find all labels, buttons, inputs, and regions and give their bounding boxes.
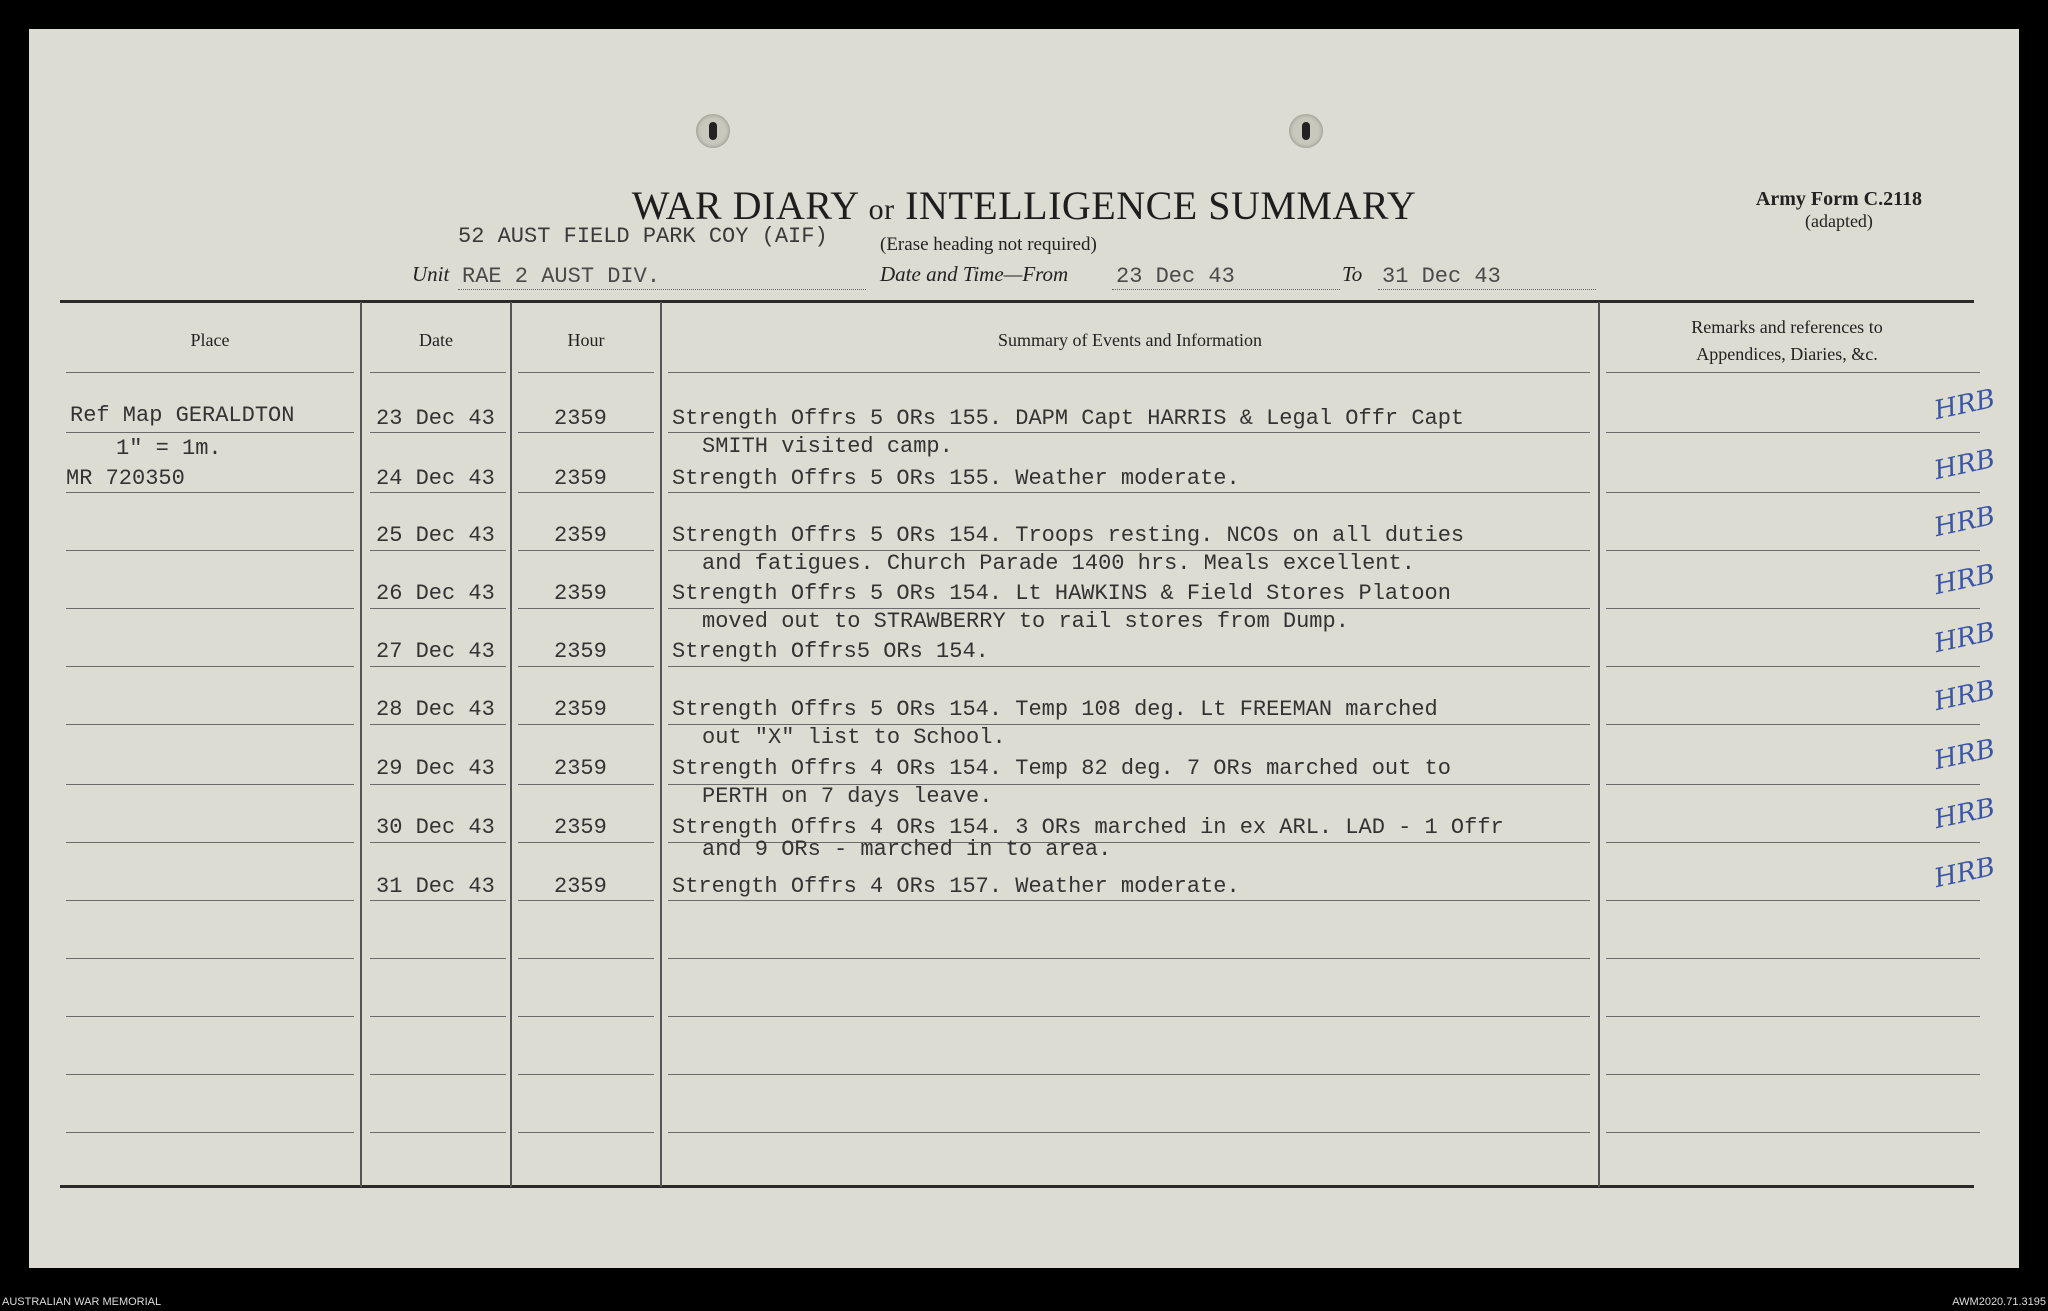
ruled-line (66, 666, 354, 667)
ruled-line (1606, 550, 1980, 551)
ruled-line (66, 842, 354, 843)
ruled-line (1606, 372, 1980, 373)
entry-summary-line-1: Strength Offrs 4 ORs 157. Weather moderate. (672, 874, 1240, 899)
ruled-line (668, 372, 1590, 373)
handwritten-initials: HRB (1931, 674, 1998, 718)
ruled-line (370, 1016, 506, 1017)
entry-hour: 2359 (554, 815, 607, 840)
ruled-line (668, 1016, 1590, 1017)
ruled-line (66, 492, 354, 493)
page-title (0, 182, 2048, 229)
ruled-line (1606, 1074, 1980, 1075)
handwritten-initials: HRB (1931, 558, 1998, 602)
punch-hole-left (696, 114, 730, 148)
handwritten-initials: HRB (1931, 733, 1998, 777)
ruled-line (518, 432, 654, 433)
ruled-line (518, 1016, 654, 1017)
ruled-line (518, 1132, 654, 1133)
entry-date: 26 Dec 43 (376, 581, 495, 606)
ruled-line (668, 900, 1590, 901)
ruled-line (370, 666, 506, 667)
ruled-line (1606, 784, 1980, 785)
column-header-summary: Summary of Events and Information (998, 330, 1262, 350)
column-header-place: Place (190, 330, 230, 350)
ruled-line (66, 608, 354, 609)
entry-summary-line-1: Strength Offrs 5 ORs 155. Weather moderate. (672, 466, 1240, 491)
entry-date: 31 Dec 43 (376, 874, 495, 899)
handwritten-initials: HRB (1931, 616, 1998, 660)
army-form-number (1756, 188, 1922, 232)
remarks-header-line-2: Appendices, Diaries, &c. (1696, 344, 1878, 364)
ruled-line (66, 372, 354, 373)
entry-hour: 2359 (554, 639, 607, 664)
entry-summary-line-1: Strength Offrs 5 ORs 154. Troops resting. NCOs on all duties (672, 523, 1465, 548)
handwritten-initials: HRB (1931, 792, 1998, 836)
ruled-line (66, 784, 354, 785)
place-map-reference: Ref Map GERALDTON (70, 403, 295, 428)
ruled-line (668, 492, 1590, 493)
ruled-line (66, 724, 354, 725)
unit-value: RAE 2 AUST DIV. (458, 264, 866, 290)
ruled-line (1606, 1132, 1980, 1133)
column-divider (360, 302, 362, 1187)
entry-summary-line-2: out "X" list to School. (702, 725, 1006, 750)
entry-summary-line-2: PERTH on 7 days leave. (702, 784, 993, 809)
column-header-hour: Hour (567, 330, 605, 350)
ruled-line (668, 958, 1590, 959)
entry-summary-line-1: Strength Offrs 4 ORs 154. Temp 82 deg. 7 ORs marched out to (672, 756, 1451, 781)
remarks-header-line-1: Remarks and references to (1691, 317, 1883, 337)
place-map-coordinates: MR 720350 (66, 466, 185, 491)
entry-summary-line-1: Strength Offrs 5 ORs 154. Lt HAWKINS & Field Stores Platoon (672, 581, 1451, 606)
ruled-line (1606, 1016, 1980, 1017)
footer-source: AUSTRALIAN WAR MEMORIAL (2, 1296, 162, 1308)
entry-summary-line-1: Strength Offrs 5 ORs 155. DAPM Capt HARRIS & Legal Offr Capt (672, 406, 1465, 431)
date-from-label: Date and Time—From (880, 262, 1069, 286)
footer-reference: AWM2020.71.3195 (1952, 1296, 2046, 1308)
ruled-line (668, 432, 1590, 433)
date-to-label: To (1342, 262, 1363, 286)
entry-summary-line-2: moved out to STRAWBERRY to rail stores from Dump. (702, 609, 1349, 634)
punch-hole-right (1289, 114, 1323, 148)
ruled-line (668, 1074, 1590, 1075)
column-header-date: Date (419, 330, 453, 350)
ruled-line (370, 842, 506, 843)
ruled-line (1606, 492, 1980, 493)
ruled-line (370, 958, 506, 959)
entry-date: 29 Dec 43 (376, 756, 495, 781)
ruled-line (370, 372, 506, 373)
entry-hour: 2359 (554, 581, 607, 606)
entry-hour: 2359 (554, 756, 607, 781)
ruled-line (370, 724, 506, 725)
ruled-line (518, 784, 654, 785)
ruled-line (370, 1132, 506, 1133)
date-to-value: 31 Dec 43 (1378, 264, 1596, 290)
entry-hour: 2359 (554, 406, 607, 431)
handwritten-initials: HRB (1931, 383, 1998, 427)
ruled-line (370, 550, 506, 551)
ruled-line (1606, 608, 1980, 609)
ruled-line (518, 550, 654, 551)
ruled-line (66, 432, 354, 433)
entry-date: 28 Dec 43 (376, 697, 495, 722)
entry-summary-line-1: Strength Offrs 4 ORs 154. 3 ORs marched in ex ARL. LAD - 1 Offr (672, 815, 1504, 840)
ruled-line (668, 666, 1590, 667)
column-divider (1598, 302, 1600, 1187)
entry-date: 24 Dec 43 (376, 466, 495, 491)
ruled-line (518, 608, 654, 609)
ruled-line (518, 666, 654, 667)
unit-label: Unit (412, 262, 450, 286)
ruled-line (1606, 958, 1980, 959)
title-war-diary: WAR DIARY (631, 183, 859, 228)
ruled-line (518, 492, 654, 493)
ruled-line (1606, 900, 1980, 901)
entry-hour: 2359 (554, 466, 607, 491)
entry-date: 23 Dec 43 (376, 406, 495, 431)
entry-date: 30 Dec 43 (376, 815, 495, 840)
ruled-line (370, 900, 506, 901)
ruled-line (518, 1074, 654, 1075)
column-divider (660, 302, 662, 1187)
ruled-line (66, 1016, 354, 1017)
ruled-line (370, 432, 506, 433)
handwritten-initials: HRB (1931, 443, 1998, 487)
entry-summary-line-2: and fatigues. Church Parade 1400 hrs. Meals excellent. (702, 551, 1415, 576)
erase-heading-note: (Erase heading not required) (880, 234, 1097, 255)
entry-date: 27 Dec 43 (376, 639, 495, 664)
ruled-line (66, 1074, 354, 1075)
ruled-line (370, 492, 506, 493)
form-number-label: Army Form C.2118 (1755, 188, 1922, 210)
ruled-line (518, 842, 654, 843)
title-or: or (868, 193, 895, 226)
date-from-value: 23 Dec 43 (1112, 264, 1340, 290)
entry-hour: 2359 (554, 523, 607, 548)
ruled-line (370, 784, 506, 785)
place-scale: 1" = 1m. (116, 436, 222, 461)
ruled-line (518, 900, 654, 901)
ruled-line (518, 724, 654, 725)
handwritten-initials: HRB (1931, 851, 1998, 895)
entry-summary-line-2: and 9 ORs - marched in to area. (702, 837, 1112, 862)
entry-hour: 2359 (554, 697, 607, 722)
form-adapted-label: (adapted) (1804, 211, 1873, 231)
ruled-line (518, 958, 654, 959)
table-bottom-rule (60, 1185, 1974, 1188)
ruled-line (66, 550, 354, 551)
handwritten-initials: HRB (1931, 500, 1998, 544)
ruled-line (1606, 666, 1980, 667)
ruled-line (370, 608, 506, 609)
ruled-line (370, 1074, 506, 1075)
ruled-line (1606, 432, 1980, 433)
typed-unit-name: 52 AUST FIELD PARK COY (AIF) (458, 224, 828, 249)
ruled-line (668, 1132, 1590, 1133)
ruled-line (1606, 842, 1980, 843)
ruled-line (66, 1132, 354, 1133)
entry-summary-line-2: SMITH visited camp. (702, 434, 953, 459)
entry-summary-line-1: Strength Offrs5 ORs 154. (672, 639, 989, 664)
ruled-line (66, 900, 354, 901)
column-divider (510, 302, 512, 1187)
ruled-line (518, 372, 654, 373)
entry-summary-line-1: Strength Offrs 5 ORs 154. Temp 108 deg. Lt FREEMAN marched (672, 697, 1438, 722)
ruled-line (1606, 724, 1980, 725)
table-top-rule (60, 300, 1974, 303)
ruled-line (66, 958, 354, 959)
entry-date: 25 Dec 43 (376, 523, 495, 548)
column-header-remarks (1600, 314, 1974, 368)
entry-hour: 2359 (554, 874, 607, 899)
title-intelligence-summary: INTELLIGENCE SUMMARY (905, 183, 1417, 228)
